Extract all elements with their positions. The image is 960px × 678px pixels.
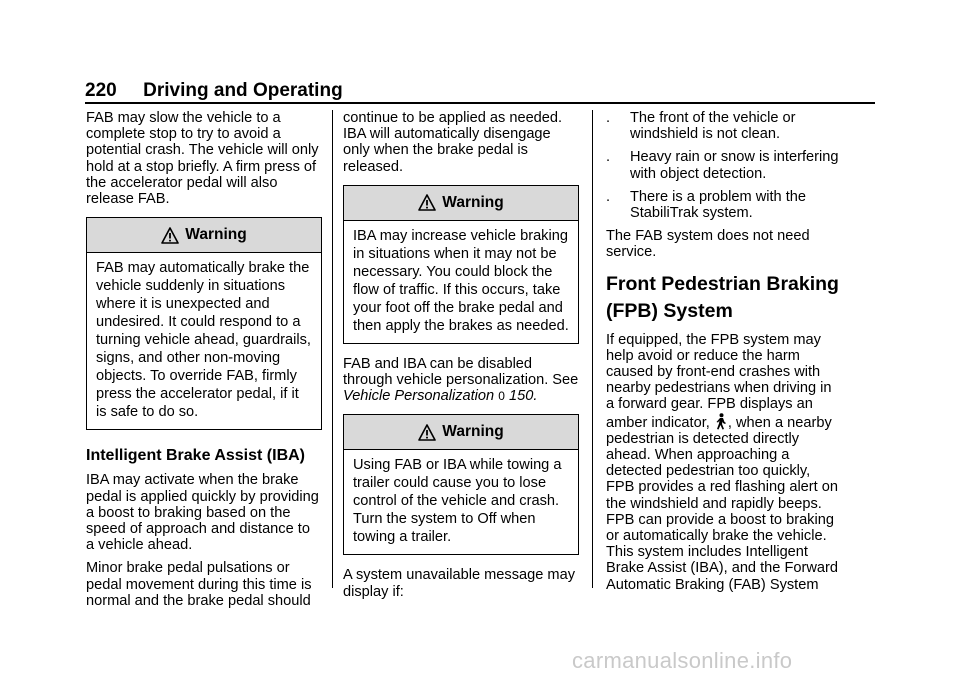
warning-text: FAB may automatically brake the vehicle suddenly in situations where it is unexpected and undesired. It could respond to a turning vehicle ahead, guardrails, signs, and other non-moving objects. To override FAB, firmly press the accelerator pedal, if it is safe to do so.: [96, 260, 311, 421]
list-item: [606, 110, 840, 142]
column-3: [606, 110, 840, 600]
reference-lead-text: FAB and IBA can be disabled through vehicle personalization. See: [343, 355, 579, 389]
paragraph: continue to be applied as needed. IBA will automatically disengage only when the brake pedal is released.: [343, 110, 563, 175]
warning-header: [87, 218, 321, 253]
bullet-text: Heavy rain or snow is interfering with object detection.: [630, 149, 839, 182]
page-number: 220: [85, 80, 117, 101]
paragraph-with-reference: [343, 356, 579, 405]
warning-box: [86, 217, 322, 430]
paragraph-with-icon: [606, 332, 840, 593]
bullet-mark: .: [606, 149, 611, 166]
pedestrian-icon: [715, 413, 727, 430]
column-divider: [332, 110, 333, 588]
watermark: carmanualsonline.info: [572, 648, 793, 673]
column-divider: [592, 110, 593, 588]
warning-header: [344, 415, 578, 450]
warning-title: Warning: [442, 423, 504, 441]
warning-text: IBA may increase vehicle braking in situations when it may not be necessary. You could block the flow of traffic. If this occurs, take your foot off the brake pedal and then apply the brakes as needed.: [353, 227, 569, 334]
reference-link[interactable]: Vehicle Personalization: [343, 388, 495, 405]
paragraph: The FAB system does not need service.: [606, 228, 810, 261]
warning-box: [343, 414, 579, 555]
warning-header: [344, 186, 578, 221]
paragraph: Minor brake pedal pulsations or pedal movement during this time is normal and the brake pedal should: [86, 560, 312, 609]
list-item: [606, 149, 840, 181]
subheading: Intelligent Brake Assist (IBA): [86, 447, 306, 465]
warning-box: [343, 185, 579, 344]
section-heading: Front Pedestrian Braking (FPB) System: [606, 272, 839, 322]
reference-page[interactable]: 150: [508, 388, 534, 405]
list-item: [606, 189, 840, 221]
paragraph: A system unavailable message may display if:: [343, 567, 575, 600]
page-reference-arrow-icon: 0: [498, 389, 505, 404]
bullet-mark: .: [606, 110, 611, 126]
warning-icon: [418, 194, 436, 211]
paragraph-lead: If equipped, the FPB system may help avoid or reduce the harm caused by front-end crashes with nearby pedestrians when driving in a forward gear. FPB displays an amber indicator,: [606, 331, 832, 431]
reference-end: .: [533, 388, 538, 405]
paragraph: IBA may activate when the brake pedal is applied quickly by providing a boost to braking based on the speed of approach and distance to a vehicle ahead.: [86, 472, 319, 554]
paragraph-rest: , when a nearby pedestrian is detected directly ahead. When approaching a detected pedestrian too quickly, FPB provides a red flashing alert on the windshield and rapidly beeps. FPB can provide a boost to braking or automatically brake the vehicle. This system includes Intelligent Brake Assist (IBA), and the Forward Automatic Braking (FAB) System: [606, 414, 839, 593]
bullet-text: The front of the vehicle or windshield is not clean.: [630, 110, 796, 143]
bullet-mark: .: [606, 188, 611, 205]
warning-text: Using FAB or IBA while towing a trailer could cause you to lose control of the vehicle and crash. Turn the system to Off when towing a trailer.: [353, 457, 562, 546]
paragraph: FAB may slow the vehicle to a complete stop to try to avoid a potential crash. The vehicle will only hold at a stop briefly. A firm press of the accelerator pedal will also release FAB.: [86, 110, 319, 208]
column-1: [86, 110, 322, 616]
header-rule: [85, 102, 875, 104]
bullet-text: There is a problem with the StabiliTrak system.: [630, 188, 807, 222]
warning-title: Warning: [185, 226, 247, 244]
warning-icon: [418, 424, 436, 441]
warning-icon: [161, 227, 179, 244]
warning-title: Warning: [442, 193, 504, 211]
section-title: Driving and Operating: [143, 80, 343, 101]
column-2: [343, 110, 579, 607]
